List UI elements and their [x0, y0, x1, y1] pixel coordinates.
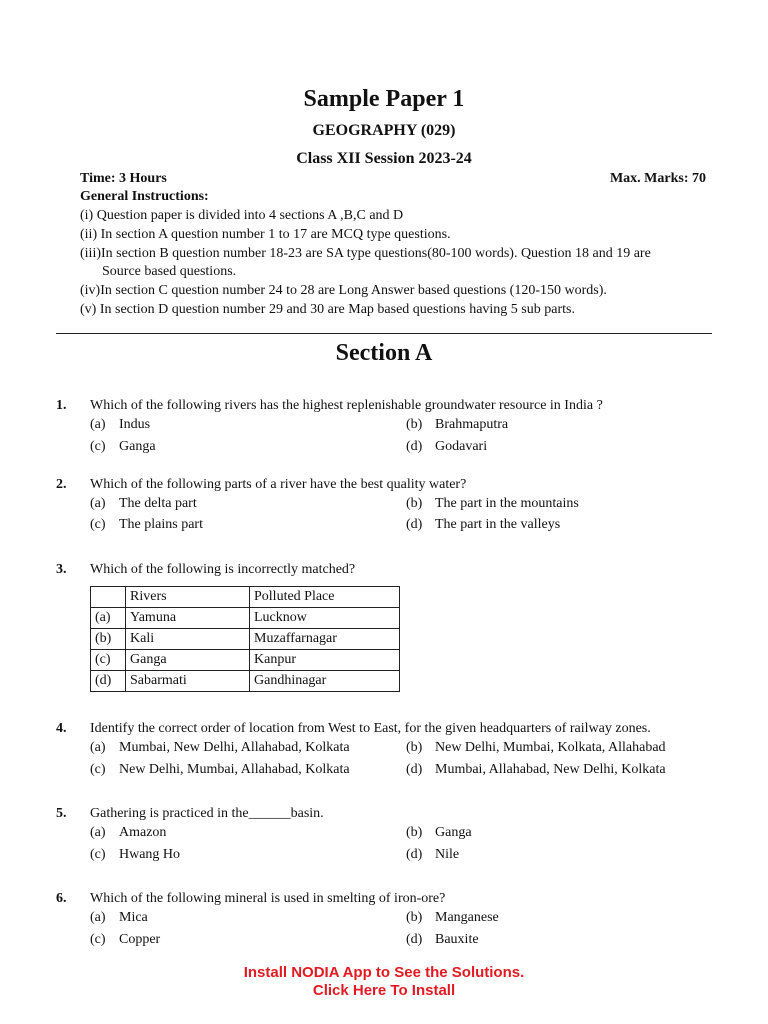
option: (b) Ganga — [406, 825, 472, 840]
paper-title: Sample Paper 1 — [303, 86, 465, 112]
question-number: 2. — [56, 477, 67, 492]
instruction-item: (v) In section D question number 29 and 30 are Map based questions having 5 sub parts. — [80, 302, 575, 317]
option: (a) Amazon — [90, 825, 167, 840]
question-text: Gathering is practiced in the______basin. — [90, 806, 324, 821]
click-to-install-link[interactable]: Click Here To Install — [312, 982, 456, 999]
subject-title: GEOGRAPHY (029) — [312, 122, 456, 139]
option: (b) The part in the mountains — [406, 496, 579, 511]
section-title: Section A — [335, 340, 433, 366]
instructions-heading: General Instructions: — [80, 189, 209, 204]
option: (a) Mica — [90, 910, 148, 925]
option: (c) Hwang Ho — [90, 847, 181, 862]
question-text: Which of the following is incorrectly matched? — [90, 562, 356, 577]
question-text: Which of the following mineral is used in smelting of iron-ore? — [90, 891, 446, 906]
option: (b) Manganese — [406, 910, 499, 925]
table-header-row: Rivers Polluted Place — [91, 587, 400, 608]
table-row: (a) Yamuna Lucknow — [91, 608, 400, 629]
instruction-item: (iv)In section C question number 24 to 28 are Long Answer based questions (120-150 words). — [80, 283, 607, 298]
option: (d) Nile — [406, 847, 460, 862]
option: (c) The plains part — [90, 517, 203, 532]
option: (a) Indus — [90, 417, 151, 432]
option: (d) Mumbai, Allahabad, New Delhi, Kolkata — [406, 762, 666, 777]
option: (a) Mumbai, New Delhi, Allahabad, Kolkata — [90, 740, 350, 755]
instruction-item: (i) Question paper is divided into 4 sections A ,B,C and D — [80, 208, 404, 223]
question-number: 5. — [56, 806, 67, 821]
question-text: Identify the correct order of location from West to East, for the given headquarters of railway zones. — [90, 721, 651, 736]
table-row: (d) Sabarmati Gandhinagar — [91, 671, 400, 692]
option: (c) Ganga — [90, 439, 156, 454]
table-row: (b) Kali Muzaffarnagar — [91, 629, 400, 650]
option: (d) Bauxite — [406, 932, 479, 947]
option: (d) The part in the valleys — [406, 517, 561, 532]
match-table — [90, 586, 400, 692]
time-label: Time: 3 Hours — [80, 171, 167, 186]
divider — [56, 333, 712, 334]
max-marks-label: Max. Marks: 70 — [609, 171, 706, 186]
option: (a) The delta part — [90, 496, 197, 511]
install-app-link[interactable]: Install NODIA App to See the Solutions. — [243, 964, 525, 981]
option: (c) New Delhi, Mumbai, Allahabad, Kolkata — [90, 762, 350, 777]
question-text: Which of the following parts of a river have the best quality water? — [90, 477, 467, 492]
question-number: 3. — [56, 562, 67, 577]
instruction-item: (iii)In section B question number 18-23 are SA type questions(80-100 words). Question 18 and 19 are — [80, 246, 651, 261]
option: (b) New Delhi, Mumbai, Kolkata, Allahabad — [406, 740, 666, 755]
question-number: 1. — [56, 398, 67, 413]
question-number: 6. — [56, 891, 67, 906]
class-session: Class XII Session 2023-24 — [296, 150, 472, 167]
table-row: (c) Ganga Kanpur — [91, 650, 400, 671]
instruction-item-continuation: Source based questions. — [102, 264, 237, 279]
option: (c) Copper — [90, 932, 161, 947]
question-text: Which of the following rivers has the highest replenishable groundwater resource in India ? — [90, 398, 603, 413]
question-number: 4. — [56, 721, 67, 736]
instruction-item: (ii) In section A question number 1 to 17 are MCQ type questions. — [80, 227, 451, 242]
option: (b) Brahmaputra — [406, 417, 509, 432]
option: (d) Godavari — [406, 439, 488, 454]
